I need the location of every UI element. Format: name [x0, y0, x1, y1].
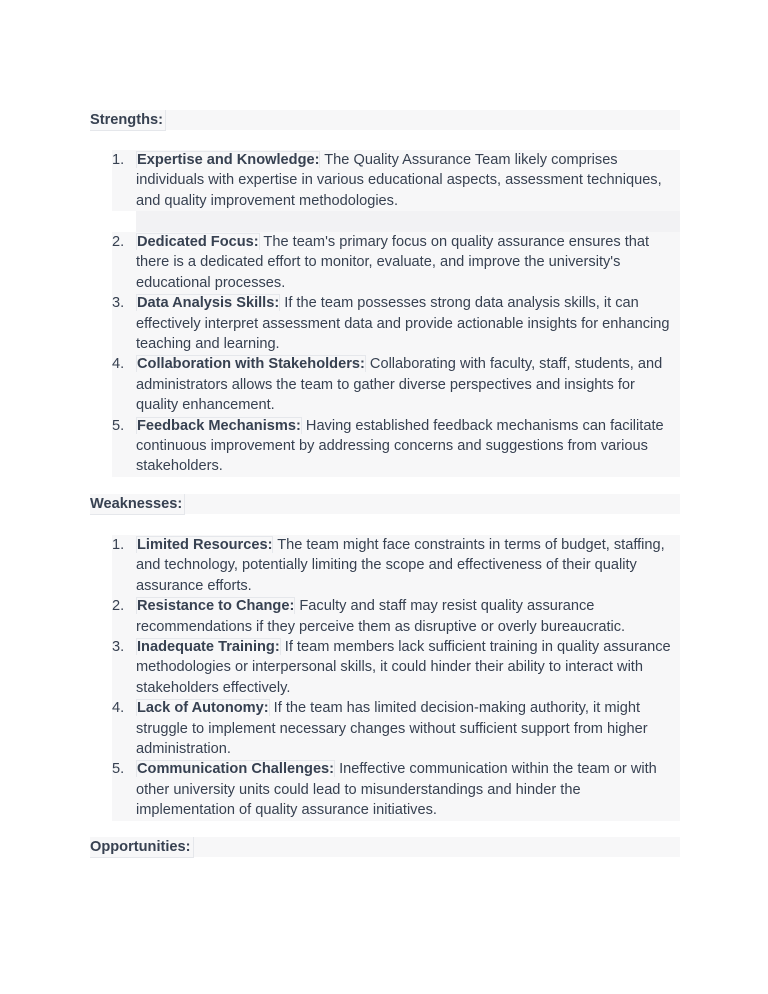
empty-row	[136, 211, 680, 233]
strengths-heading: Strengths:	[90, 110, 680, 130]
list-item: 1. Expertise and Knowledge: The Quality Assurance Team likely comprises individuals with expertise in various educational aspects, assessment techniques, and quality improvement methodologies.	[112, 152, 662, 209]
list-item: 5. Communication Challenges: Ineffective communication within the team or with other university units could lead to misunderstandings and hinder the implementation of quality assurance initiatives.	[112, 761, 657, 819]
list-item: 3. Inadequate Training: If team members lack sufficient training in quality assurance methodologies or interpersonal skills, it could hinder their ability to interact with stakeholders effectively.	[112, 639, 671, 696]
weaknesses-list	[112, 535, 680, 821]
weaknesses-heading: Weaknesses:	[90, 494, 680, 514]
list-item: 1. Limited Resources: The team might face constraints in terms of budget, staffing, and technology, potentially limiting the scope and effectiveness of their quality assurance efforts.	[112, 537, 665, 594]
strengths-list-a	[112, 150, 680, 211]
list-item: 4. Lack of Autonomy: If the team has limited decision-making authority, it might struggle to implement necessary changes without sufficient support from higher administration.	[112, 700, 648, 758]
list-item: 3. Data Analysis Skills: If the team possesses strong data analysis skills, it can effectively interpret assessment data and provide actionable insights for enhancing teaching and learning.	[112, 295, 670, 353]
list-item: 5. Feedback Mechanisms: Having established feedback mechanisms can facilitate continuous improvement by addressing concerns and suggestions from various stakeholders.	[112, 417, 664, 475]
strengths-list-b	[112, 232, 680, 477]
opportunities-heading: Opportunities:	[90, 837, 680, 857]
list-item: 2. Resistance to Change: Faculty and staff may resist quality assurance recommendations if they perceive them as disruptive or overly bureaucratic.	[112, 598, 626, 635]
list-item: 4. Collaboration with Stakeholders: Collaborating with faculty, staff, students, and administrators allows the team to gather diverse perspectives and insights for quality enhancement.	[112, 356, 663, 414]
list-item: 2. Dedicated Focus: The team's primary focus on quality assurance ensures that there is a dedicated effort to monitor, evaluate, and improve the university's educational processes.	[112, 234, 650, 291]
